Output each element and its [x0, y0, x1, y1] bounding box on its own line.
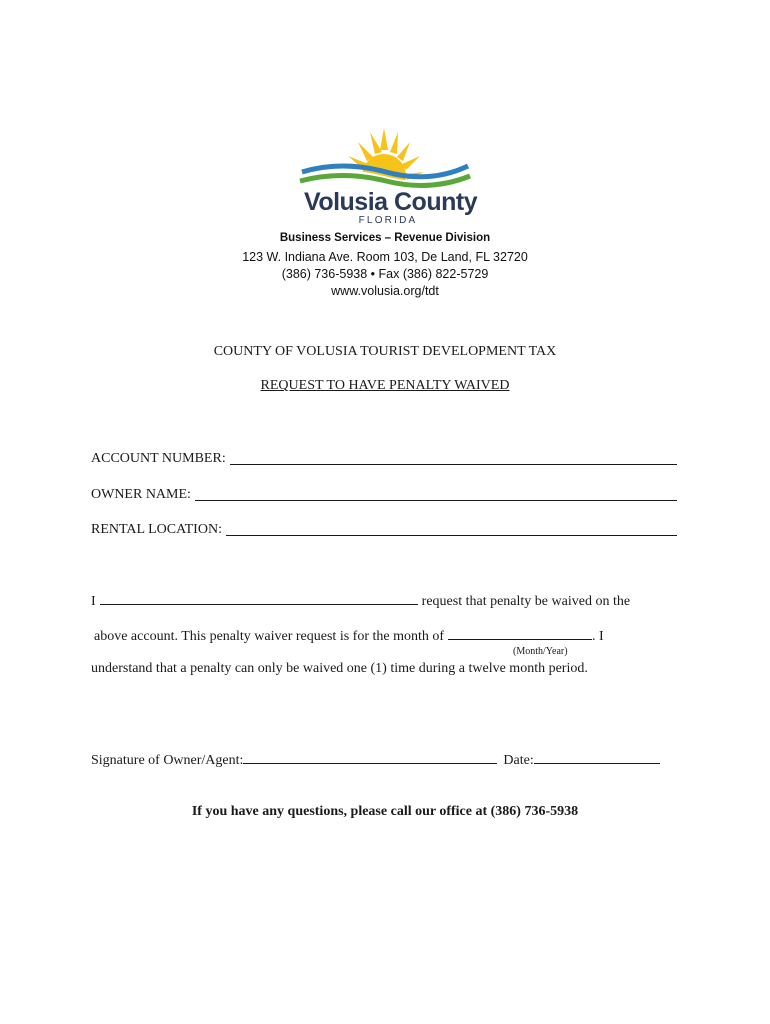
form-subtitle-text: REQUEST TO HAVE PENALTY WAIVED [260, 378, 510, 393]
rental-location-field[interactable] [226, 521, 677, 536]
rental-location-row [91, 521, 677, 538]
owner-name-field[interactable] [195, 486, 677, 501]
account-number-label: ACCOUNT NUMBER: [91, 451, 226, 466]
account-number-row [91, 450, 677, 467]
signature-row [91, 751, 660, 769]
form-title: COUNTY OF VOLUSIA TOURIST DEVELOPMENT TAX [213, 344, 557, 359]
date-field[interactable] [534, 751, 660, 764]
street-address: 123 W. Indiana Ave. Room 103, De Land, FL 32720 [242, 250, 528, 264]
requester-name-field[interactable] [100, 592, 418, 605]
month-year-hint: (Month/Year) [513, 646, 568, 657]
statement-line-2-suffix: . I [592, 629, 604, 644]
statement-line-1 [91, 592, 630, 610]
signature-field[interactable] [243, 751, 497, 764]
signature-label: Signature of Owner/Agent: [91, 753, 244, 768]
contact-footer: If you have any questions, please call our office at (386) 736-5938 [191, 804, 579, 819]
form-subtitle [0, 378, 770, 394]
division-name: Business Services – Revenue Division [279, 232, 491, 244]
statement-line-2-prefix: above account. This penalty waiver request is for the month of [94, 629, 445, 644]
owner-name-row [91, 486, 677, 503]
date-label: Date: [503, 753, 534, 768]
statement-line-3: understand that a penalty can only be waived one (1) time during a twelve month period. [91, 661, 588, 676]
rental-location-label: RENTAL LOCATION: [91, 522, 222, 537]
logo-name: Volusia County [304, 188, 478, 216]
account-number-field[interactable] [230, 450, 677, 465]
statement-line-1-suffix: request that penalty be waived on the [421, 594, 631, 609]
statement-line-2 [94, 627, 604, 645]
logo-state: FLORIDA [358, 215, 418, 226]
phone-fax: (386) 736-5938 • Fax (386) 822-5729 [281, 267, 489, 281]
month-year-field[interactable] [448, 627, 592, 640]
owner-name-label: OWNER NAME: [91, 487, 191, 502]
website: www.volusia.org/tdt [331, 284, 439, 298]
statement-prefix: I [91, 594, 96, 609]
